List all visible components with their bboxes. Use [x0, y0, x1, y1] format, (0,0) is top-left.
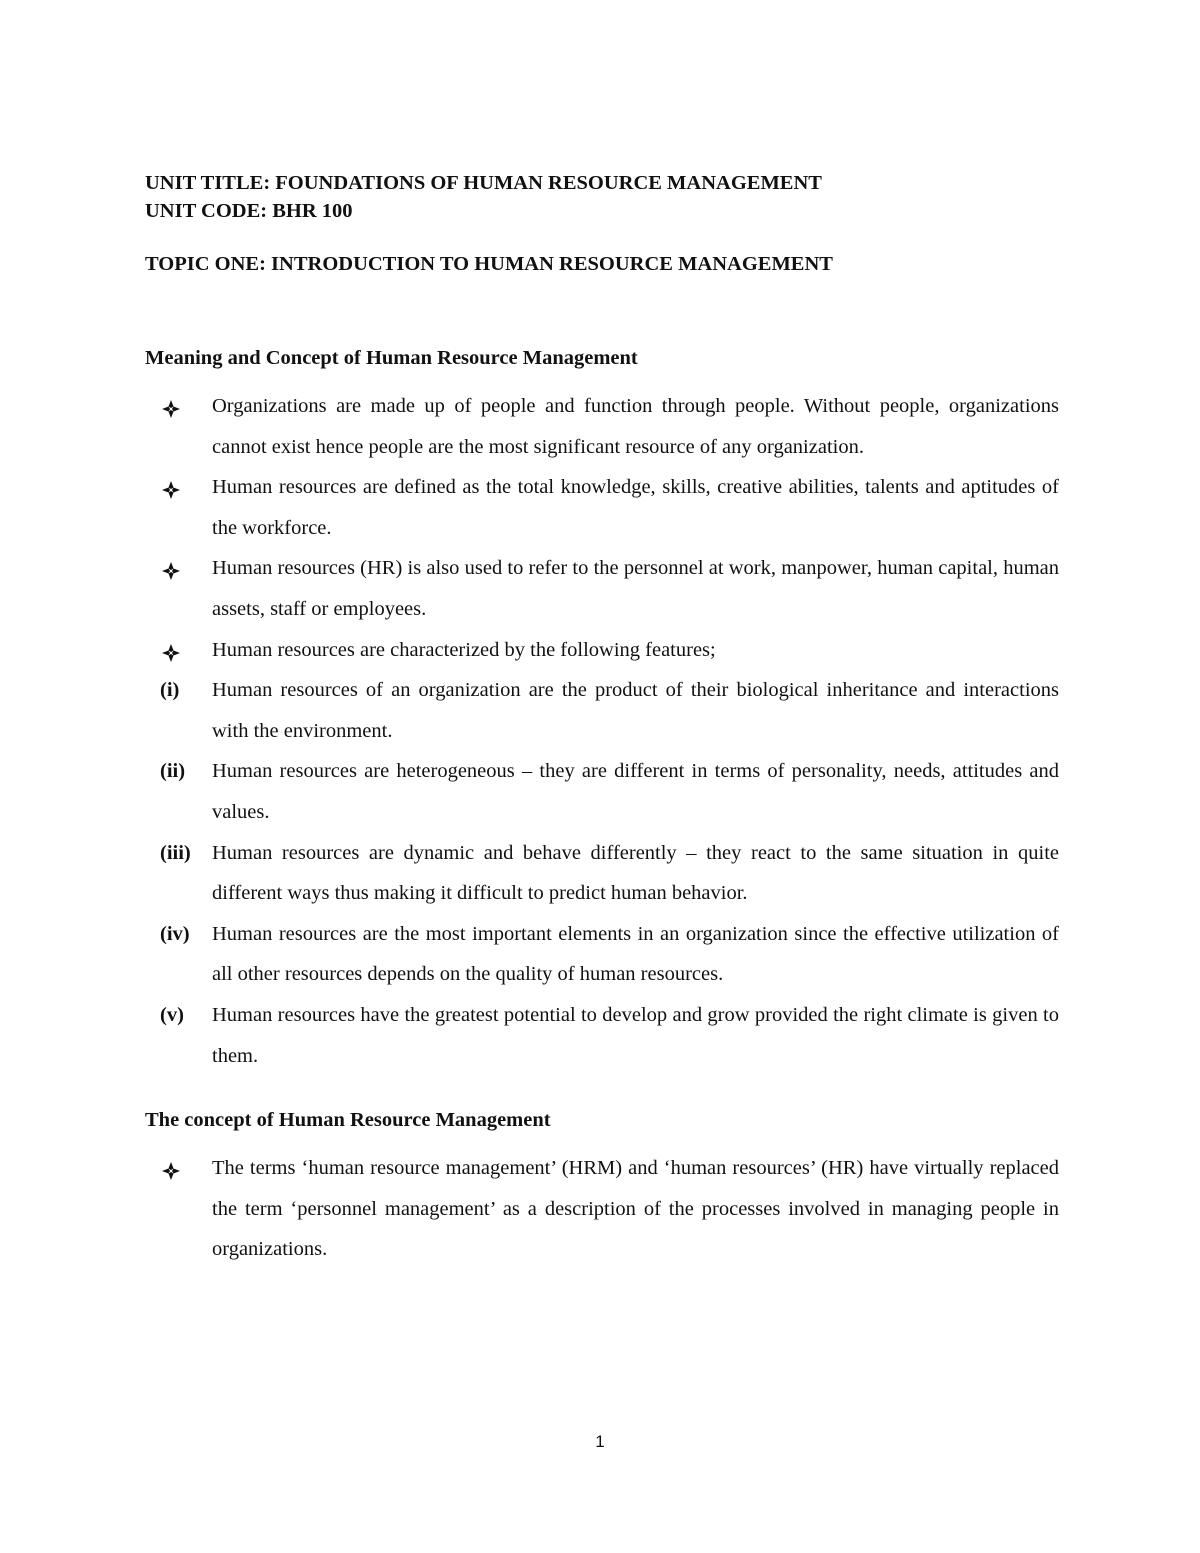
feature-item-iii [145, 833, 1059, 914]
diamond-bullet-icon [161, 399, 181, 419]
feature-text: Human resources are dynamic and behave differently – they react to the same situation in quite different ways thus making it difficult to predict human behavior. [212, 841, 1059, 905]
diamond-bullet-icon [161, 480, 181, 500]
feature-marker: (i) [160, 679, 180, 702]
topic-heading: TOPIC ONE: INTRODUCTION TO HUMAN RESOURCE MANAGEMENT [145, 253, 833, 275]
bullet-item [145, 630, 1059, 671]
section-heading-meaning: Meaning and Concept of Human Resource Management [145, 347, 638, 369]
bullet-item [145, 386, 1059, 467]
feature-marker: (iv) [160, 922, 190, 945]
feature-text: Human resources are the most important elements in an organization since the effective utilization of all other resources depends on the quality of human resources. [212, 922, 1059, 986]
bullet-text: The terms ‘human resource management’ (HRM) and ‘human resources’ (HR) have virtually replaced the term ‘personnel management’ as a description of the processes involved in managing people in organizations. [212, 1157, 1059, 1261]
diamond-bullet-icon [161, 643, 181, 663]
feature-item-i [145, 670, 1059, 751]
bullet-text: Human resources are defined as the total knowledge, skills, creative abilities, talents and aptitudes of the workforce. [212, 476, 1059, 539]
feature-item-iv [145, 914, 1059, 995]
page-number: 1 [595, 1432, 605, 1451]
section-heading-concept: The concept of Human Resource Management [145, 1109, 551, 1132]
bullet-item [145, 467, 1059, 548]
section-spacer [145, 1076, 1059, 1108]
feature-item-v [145, 995, 1059, 1076]
diamond-bullet-icon [161, 561, 181, 581]
bullet-text: Human resources (HR) is also used to refer to the personnel at work, manpower, human capital, human assets, staff or employees. [212, 557, 1059, 620]
feature-marker: (v) [160, 1003, 184, 1026]
feature-text: Human resources of an organization are the product of their biological inheritance and interactions with the environment. [212, 679, 1059, 742]
bullet-text: Human resources are characterized by the following features; [212, 638, 716, 661]
feature-marker: (ii) [160, 760, 186, 783]
unit-title: UNIT TITLE: FOUNDATIONS OF HUMAN RESOURCE MANAGEMENT [145, 172, 822, 194]
document-body [145, 346, 1059, 1270]
feature-marker: (iii) [160, 841, 191, 864]
bullet-item [145, 548, 1059, 629]
unit-code: UNIT CODE: BHR 100 [145, 200, 353, 222]
bullet-text: Organizations are made up of people and function through people. Without people, organizations cannot exist hence people are the most significant resource of any organization. [212, 395, 1059, 458]
bullet-item [145, 1148, 1059, 1270]
feature-text: Human resources have the greatest potential to develop and grow provided the right climate is given to them. [212, 1003, 1059, 1067]
feature-item-ii [145, 751, 1059, 832]
feature-text: Human resources are heterogeneous – they are different in terms of personality, needs, attitudes and values. [212, 760, 1059, 823]
diamond-bullet-icon [161, 1161, 181, 1181]
